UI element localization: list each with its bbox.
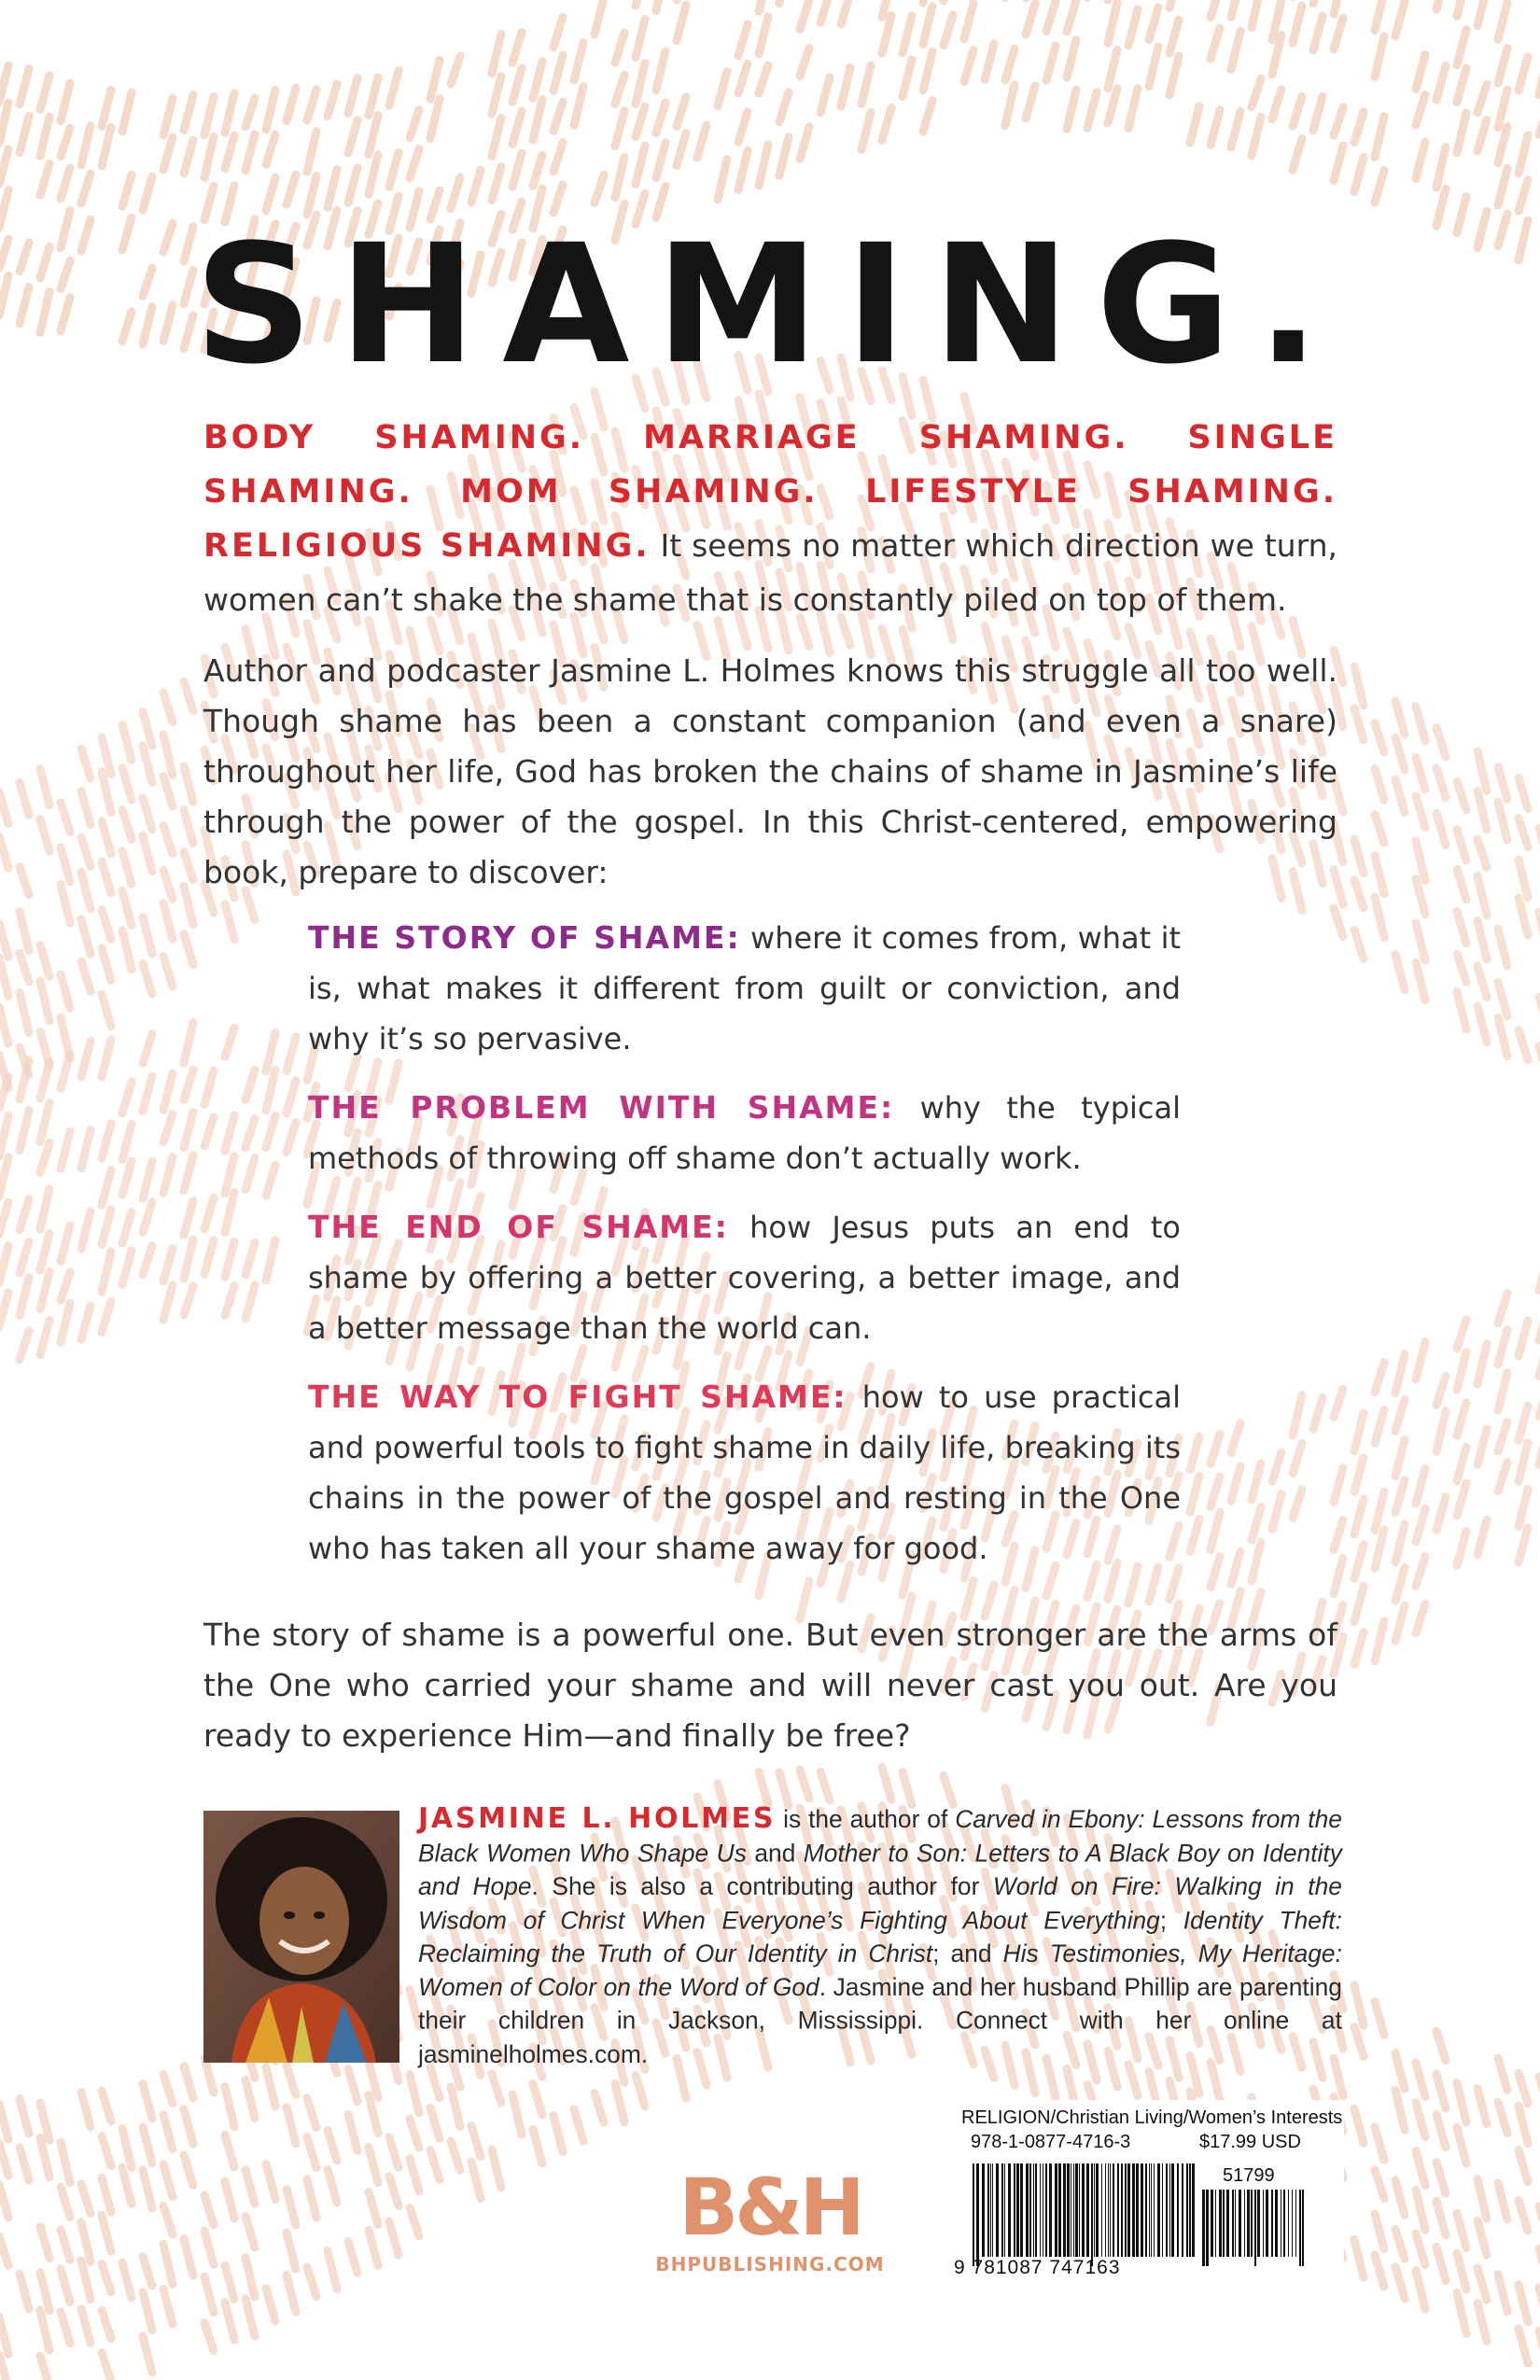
barcode-bar (1189, 2163, 1191, 2257)
description-paragraph: Author and podcaster Jasmine L. Holmes knows this struggle all too well. Though shame has been a constant companion (and even a snare) throughout her life, God has broken the chains of shame in Jasmine’s life through the power of the gospel. In this Christ-centered, empowering book, prepare to discover: (203, 652, 1337, 890)
barcode-bar (1154, 2163, 1155, 2257)
book-title-carved-in-ebony: Carved in Ebony: Lessons from the Black Women Who Shape Us (418, 1806, 1342, 1868)
barcode-bar (1125, 2163, 1127, 2257)
barcode-bar (1219, 2190, 1222, 2257)
barcode-bar (1157, 2163, 1160, 2257)
author-name: JASMINE L. HOLMES (418, 1801, 777, 1835)
barcode-bar (1091, 2163, 1093, 2266)
bullet-way-to-fight-shame (308, 1372, 1181, 1574)
barcode-bar (1257, 2190, 1260, 2257)
barcode-bar (1016, 2163, 1019, 2257)
barcode-bar (1105, 2163, 1106, 2257)
barcode-bar (1254, 2190, 1256, 2266)
barcode-bar (1110, 2163, 1111, 2257)
barcode-bar (1232, 2190, 1234, 2257)
barcode-bar (1288, 2190, 1289, 2257)
barcode-bar (996, 2163, 999, 2257)
barcode-bar (990, 2163, 991, 2257)
barcode-bar (1029, 2163, 1031, 2257)
barcode-bar (1040, 2163, 1041, 2257)
barcode-bar (1151, 2163, 1152, 2257)
bh-logo-mark: B&H (679, 2162, 861, 2253)
isbn-barcode (973, 2163, 1197, 2266)
barcode-block (952, 2100, 1344, 2287)
book-title: SHAMING. (194, 209, 1346, 400)
barcode-bar (1117, 2163, 1119, 2257)
barcode-bar (1108, 2163, 1109, 2257)
barcode-bar (1101, 2163, 1102, 2257)
bullet-problem-with-shame (308, 1083, 1181, 1183)
bullet-text: how Jesus puts an end to shame by offering a better covering, a better image, and a better message than the world can. (308, 1210, 1181, 1346)
bio-text: . Jasmine and her husband Phillip are parenting their children in Jackson, Mississippi. Connect with her online at jasminelholmes.com. (418, 1973, 1342, 2068)
bullet-text: how to use practical and powerful tools to fight shame in daily life, breaking its chains in the power of the gospel and resting in the One who has taken all your shame away for good. (308, 1379, 1181, 1566)
barcode-bar (1136, 2163, 1139, 2257)
bio-text: ; and (932, 1940, 1003, 1968)
bullet-story-of-shame (308, 913, 1181, 1064)
barcode-bar (1049, 2163, 1052, 2257)
barcode-bar (1075, 2163, 1078, 2257)
barcode-bar (1058, 2163, 1061, 2257)
bio-text: . She is also a contributing author for (531, 1873, 993, 1901)
book-title-identity-theft: Identity Theft: Reclaiming the Truth of Our Identity in Christ (418, 1907, 1342, 1968)
barcode-bar (1145, 2163, 1147, 2257)
bio-text: and (746, 1840, 804, 1868)
bisac-category: RELIGION/Christian Living/Women’s Interests (961, 2107, 1343, 2128)
barcode-bar (1045, 2163, 1047, 2257)
barcode-bar (1186, 2163, 1188, 2257)
bullet-heading: THE PROBLEM WITH SHAME: (308, 1089, 895, 1126)
barcode-bar (1082, 2163, 1085, 2257)
barcode-bar (982, 2163, 985, 2257)
barcode-bar (1132, 2163, 1135, 2257)
barcode-bar (1001, 2163, 1003, 2257)
barcode-bar (1182, 2163, 1183, 2257)
bio-text: is the author of (776, 1806, 956, 1834)
barcode-bar (1202, 2190, 1205, 2266)
barcode-bar (1292, 2190, 1293, 2257)
barcode-bar (1166, 2163, 1168, 2257)
barcode-bar (1020, 2163, 1023, 2257)
barcode-bar (1206, 2190, 1209, 2266)
price-label: $17.99 USD (1199, 2132, 1301, 2152)
author-photo (203, 1811, 399, 2063)
barcode-bar (1223, 2190, 1225, 2257)
isbn-number: 978-1-0877-4716-3 (971, 2132, 1131, 2152)
barcode-bar (1263, 2190, 1264, 2257)
publisher-url: BHPUBLISHING.COM (655, 2253, 885, 2275)
barcode-bar (1215, 2190, 1216, 2257)
barcode-bar (1121, 2163, 1123, 2257)
bullet-heading: THE STORY OF SHAME: (308, 919, 741, 956)
barcode-bar (1247, 2190, 1250, 2257)
barcode-bar (1244, 2190, 1245, 2257)
barcode-bar (1004, 2163, 1005, 2257)
bullet-text: why the typical methods of throwing off shame don’t actually work. (308, 1090, 1181, 1176)
barcode-bar (1271, 2190, 1273, 2257)
barcode-bar (1067, 2163, 1070, 2257)
barcode-bar (1073, 2163, 1074, 2257)
book-title-world-on-fire: World on Fire: Walking in the Wisdom of Christ When Everyone’s Fighting About Everything (418, 1873, 1342, 1935)
barcode-bar (1192, 2163, 1195, 2257)
barcode-bar (1239, 2190, 1241, 2257)
barcode-bar (987, 2163, 989, 2257)
barcode-bar (1094, 2163, 1095, 2257)
barcode-bar (1086, 2163, 1089, 2257)
barcode-bar (1169, 2163, 1170, 2257)
barcode-bar (1226, 2190, 1229, 2257)
barcode-digits: 9 781087 747163 (954, 2257, 1121, 2278)
barcode-bar (1211, 2190, 1213, 2257)
barcode-bar (1266, 2190, 1268, 2257)
book-title-mother-to-son: Mother to Son: Letters to A Black Boy on Identity and Hope (418, 1840, 1342, 1901)
barcode-bar (1055, 2163, 1057, 2257)
intro-paragraph (203, 411, 1337, 627)
bullet-text: where it comes from, what it is, what makes it different from guilt or conviction, and why it’s so pervasive. (308, 920, 1182, 1057)
barcode-bar (1275, 2190, 1278, 2257)
publisher-logo (653, 2162, 887, 2277)
barcode-bar (1079, 2163, 1080, 2257)
barcode-bar (1149, 2163, 1150, 2257)
price-addon-barcode (1202, 2190, 1305, 2266)
barcode-bar (1026, 2163, 1029, 2257)
barcode-bar (1177, 2163, 1179, 2257)
barcode-bar (1235, 2190, 1236, 2257)
closing-paragraph: The story of shame is a powerful one. But even stronger are the arms of the One who carried your shame and will never cast you out. Are you ready to experience Him—and finally be free? (203, 1617, 1337, 1754)
barcode-bar (976, 2163, 979, 2266)
barcode-bar (1251, 2190, 1253, 2257)
barcode-bar (1008, 2163, 1011, 2257)
bullet-end-of-shame (308, 1202, 1181, 1353)
barcode-bar (1162, 2163, 1163, 2257)
barcode-bar (1283, 2190, 1285, 2257)
barcode-bar (1302, 2190, 1304, 2266)
barcode-bar (1096, 2163, 1099, 2257)
barcode-bar (1299, 2190, 1301, 2266)
price-addon-number: 51799 (1223, 2165, 1275, 2186)
barcode-bar (1063, 2163, 1066, 2257)
barcode-bar (1295, 2190, 1296, 2257)
barcode-bar (1014, 2163, 1015, 2257)
intro-text: It seems no matter which direction we turn, women can’t shake the shame that is constantly piled on top of them. (203, 527, 1337, 618)
barcode-bar (1141, 2163, 1143, 2257)
intro-lead: BODY SHAMING. MARRIAGE SHAMING. SINGLE SHAMING. MOM SHAMING. LIFESTYLE SHAMING. RELIGIOUS SHAMING. (203, 419, 1337, 565)
barcode-bar (973, 2163, 974, 2266)
bullet-heading: THE END OF SHAME: (308, 1209, 729, 1245)
barcode-bar (1033, 2163, 1034, 2257)
bio-text: ; (1159, 1907, 1183, 1935)
barcode-bar (1113, 2163, 1114, 2257)
author-bio (418, 1801, 1342, 2072)
book-title-his-testimonies: His Testimonies, My Heritage: Women of Color on the Word of God (418, 1940, 1342, 2002)
barcode-bar (992, 2163, 993, 2257)
barcode-bar (1171, 2163, 1174, 2257)
bullet-heading: THE WAY TO FIGHT SHAME: (308, 1379, 847, 1415)
barcode-bar (1127, 2163, 1130, 2257)
barcode-bar (1035, 2163, 1037, 2257)
